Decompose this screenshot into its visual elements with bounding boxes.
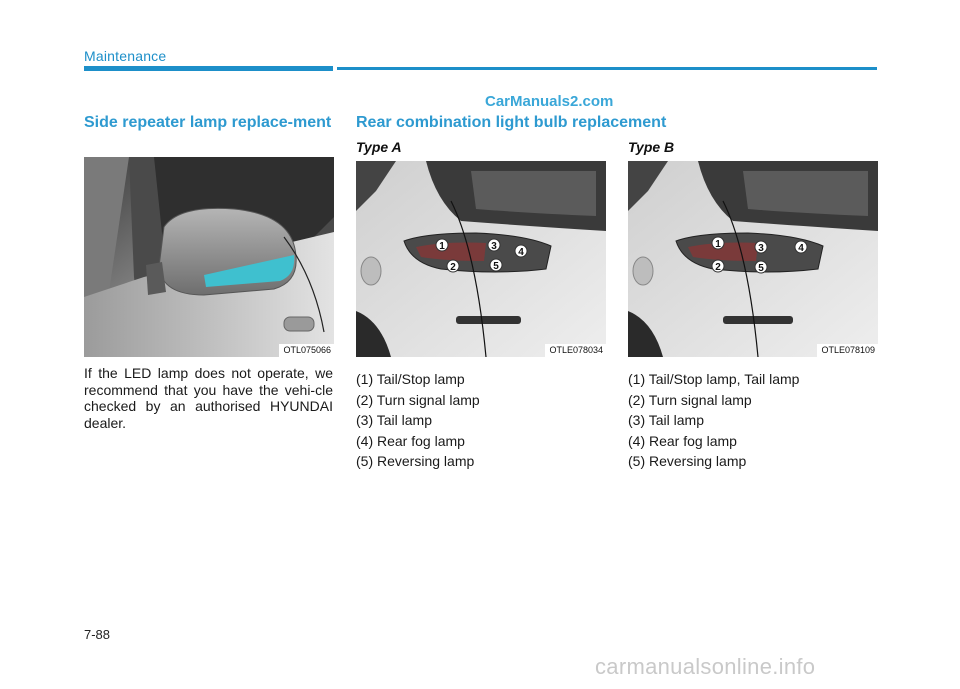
- watermark-bottom-link[interactable]: carmanualsonline.info: [595, 654, 816, 679]
- header-rule-left: [84, 66, 333, 71]
- list-item: (4) Rear fog lamp: [628, 432, 737, 449]
- callout-3-text: 3: [491, 241, 497, 252]
- side-mirror-illustration: [84, 157, 334, 357]
- callout-2-text: 2: [450, 262, 456, 273]
- callout-2-text: 2: [715, 262, 721, 273]
- callout-1-text: 1: [715, 239, 721, 250]
- type-a-parts-list: [356, 369, 480, 472]
- type-b-label: Type B: [628, 139, 675, 155]
- type-b-figure: [628, 161, 878, 357]
- section-label: Maintenance: [84, 48, 167, 64]
- list-item: (2) Turn signal lamp: [628, 391, 752, 408]
- page-number: 7-88: [84, 627, 111, 642]
- type-b-parts-list: [628, 369, 799, 472]
- callout-1-text: 1: [439, 241, 445, 252]
- header-rule-right: [337, 67, 877, 70]
- callout-4-text: 4: [798, 243, 804, 254]
- callout-3-text: 3: [758, 243, 764, 254]
- list-item: (3) Tail lamp: [356, 412, 432, 428]
- figure-code-otle078034: OTLE078034: [545, 344, 606, 357]
- type-a-label: Type A: [356, 139, 402, 155]
- list-item: (5) Reversing lamp: [628, 453, 747, 469]
- watermark-top-link[interactable]: CarManuals2.com: [485, 93, 614, 110]
- rear-combination-heading: Rear combination light bulb replacement: [356, 114, 667, 131]
- list-item: (3) Tail lamp: [628, 412, 704, 428]
- side-repeater-figure: [84, 157, 334, 357]
- figure-code-otle078109: OTLE078109: [817, 344, 878, 357]
- list-item: (5) Reversing lamp: [356, 453, 475, 469]
- type-a-figure: [356, 161, 606, 357]
- callout-5-text: 5: [758, 263, 764, 274]
- callout-5-text: 5: [493, 261, 499, 272]
- list-item: (1) Tail/Stop lamp, Tail lamp: [628, 371, 800, 387]
- rear-lamp-type-a-illustration: [356, 161, 606, 357]
- callout-4-text: 4: [518, 247, 524, 258]
- list-item: (2) Turn signal lamp: [356, 391, 480, 408]
- rear-lamp-type-b-illustration: [628, 161, 878, 357]
- side-repeater-body-text: If the LED lamp does not operate, we recommend that you have the vehi-cle checked by an authorised HYUNDAI dealer.: [84, 365, 333, 431]
- figure-code-otl075066: OTL075066: [279, 344, 334, 357]
- list-item: (1) Tail/Stop lamp: [356, 371, 465, 387]
- list-item: (4) Rear fog lamp: [356, 432, 465, 449]
- side-repeater-heading: Side repeater lamp replace-ment: [84, 114, 332, 131]
